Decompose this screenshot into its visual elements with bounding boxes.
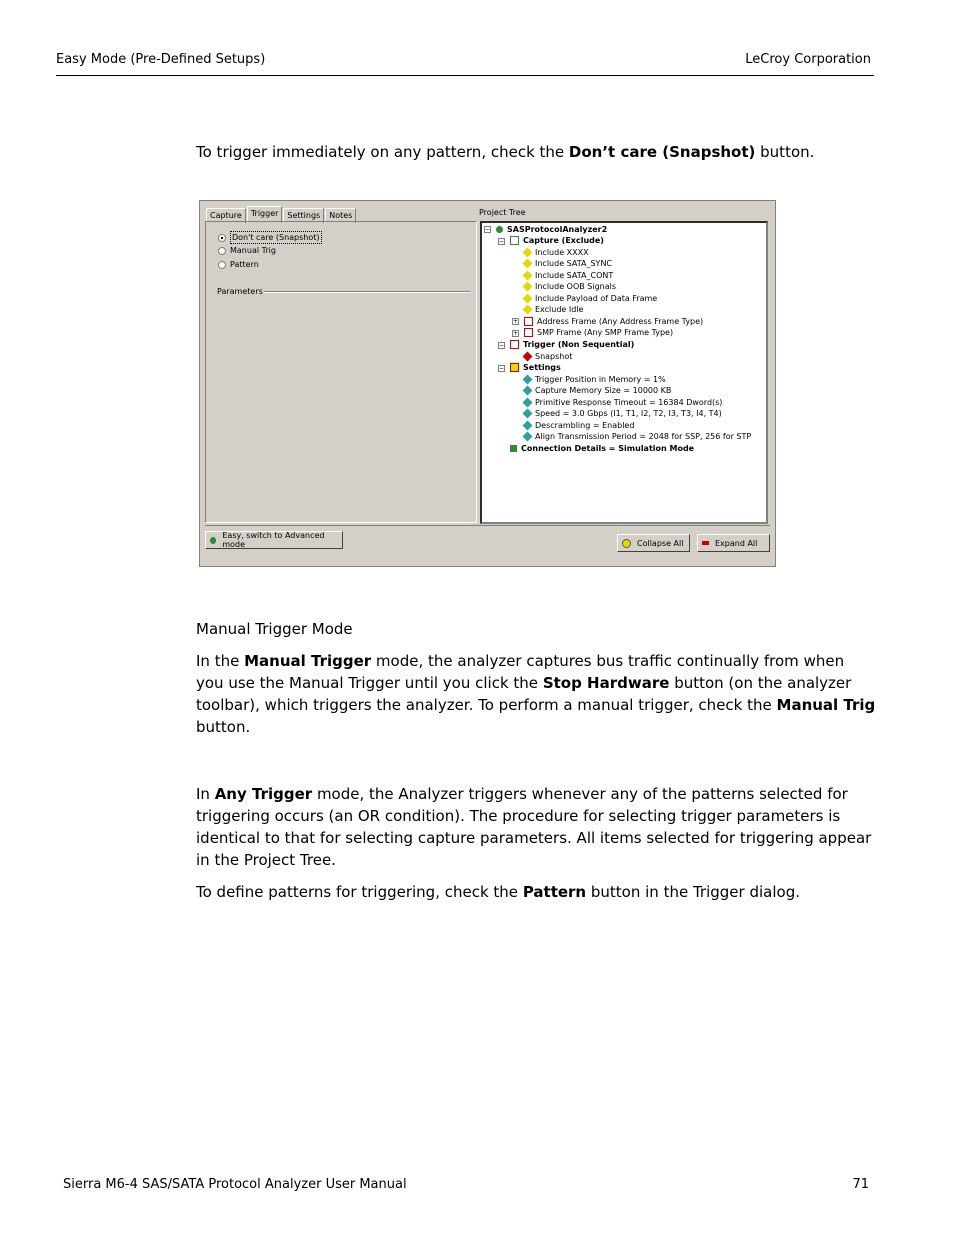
pattern-paragraph — [196, 881, 876, 903]
tab-notes[interactable]: Notes — [325, 208, 356, 223]
collapse-all-button[interactable] — [617, 534, 690, 552]
parameters-label: Parameters — [217, 287, 263, 296]
tree-node-label: Include OOB Signals — [535, 282, 617, 291]
header-left: Easy Mode (Pre-Defined Setups) — [56, 52, 266, 67]
radio-label: Don't care (Snapshot) — [232, 233, 320, 242]
tree-node-align-period[interactable] — [524, 431, 751, 442]
button-label: Collapse All — [637, 538, 684, 548]
tree-node-snapshot[interactable] — [524, 351, 572, 362]
diamond-icon — [523, 248, 533, 258]
collapse-icon[interactable]: − — [499, 342, 505, 349]
manual-heading: Manual Trigger Mode — [196, 620, 353, 638]
radio-manual-trig[interactable] — [218, 245, 276, 256]
tree-node-include-sata-cont[interactable] — [524, 270, 613, 281]
diamond-icon — [523, 375, 533, 385]
radio-label: Pattern — [230, 260, 259, 269]
bold-text: Manual Trigger — [244, 652, 372, 670]
intro-bold: Don’t care (Snapshot) — [568, 143, 756, 161]
footer-left: Sierra M6-4 SAS/SATA Protocol Analyzer User Manual — [63, 1177, 407, 1192]
bold-text: Pattern — [522, 883, 587, 901]
radio-pattern[interactable] — [218, 259, 259, 270]
tree-node-label: Connection Details = Simulation Mode — [521, 444, 695, 453]
tree-node-label: SASProtocolAnalyzer2 — [507, 225, 608, 234]
trigger-panel — [205, 221, 477, 523]
expand-icon[interactable]: + — [513, 330, 519, 337]
header-right: LeCroy Corporation — [745, 52, 871, 67]
tree-node-capture-memory[interactable] — [524, 385, 671, 396]
tree-node-label: Include Payload of Data Frame — [535, 294, 658, 303]
tree-node-trigger-position[interactable] — [524, 374, 666, 385]
expand-icon — [702, 541, 709, 545]
switch-mode-icon — [210, 537, 216, 544]
tree-node-descrambling[interactable] — [524, 420, 634, 431]
tree-node-label: Trigger (Non Sequential) — [523, 340, 635, 349]
intro-text: To trigger immediately on any pattern, check the — [196, 143, 569, 161]
diamond-icon — [523, 282, 533, 292]
expand-all-button[interactable] — [697, 534, 770, 552]
text: In — [196, 785, 215, 803]
easy-advanced-button[interactable] — [205, 531, 343, 549]
diamond-icon — [523, 305, 533, 315]
tree-node-label: Capture (Exclude) — [523, 236, 604, 245]
text: mode, the analyzer captures bus traffic continually from when you use the Manual Trigger until you click the — [196, 652, 845, 692]
diamond-icon — [523, 386, 533, 396]
tree-node-label: Snapshot — [535, 352, 573, 361]
radio-selected-icon — [218, 234, 226, 242]
tree-node-label: Settings — [523, 363, 561, 372]
tab-settings[interactable]: Settings — [283, 208, 324, 223]
frame-icon — [524, 317, 533, 326]
tree-node-label: Include SATA_SYNC — [535, 259, 613, 268]
text: In the — [196, 652, 245, 670]
tree-node-include-payload[interactable] — [524, 293, 657, 304]
page-number: 71 — [852, 1177, 869, 1192]
tree-node-label: SMP Frame (Any SMP Frame Type) — [537, 328, 674, 337]
diamond-icon — [523, 409, 533, 419]
tree-node-trigger[interactable] — [510, 339, 634, 350]
diamond-icon — [523, 352, 533, 362]
intro-text-end: button. — [755, 143, 815, 161]
collapse-icon[interactable]: − — [499, 365, 505, 372]
text: button (on the analyzer toolbar), which triggers the analyzer. To perform a manual trigger, check the — [196, 674, 852, 714]
tree-node-smp-frame[interactable] — [524, 327, 673, 338]
radio-dont-care[interactable] — [218, 232, 322, 243]
tree-node-label: Align Transmission Period = 2048 for SSP, 256 for STP — [535, 432, 752, 441]
connection-icon — [510, 445, 517, 452]
text: button. — [196, 718, 251, 736]
parameters-divider — [264, 291, 470, 293]
tree-node-include-oob[interactable] — [524, 281, 616, 292]
bold-text: Manual Trig — [776, 696, 876, 714]
tree-node-label: Include XXXX — [535, 248, 589, 257]
tree-node-settings[interactable] — [510, 362, 561, 373]
capture-icon — [510, 236, 519, 245]
radio-icon — [218, 247, 226, 255]
panel-divider — [205, 525, 770, 526]
expand-icon[interactable]: + — [513, 318, 519, 325]
any-trigger-paragraph — [196, 783, 876, 871]
bold-text: Any Trigger — [214, 785, 313, 803]
diamond-icon — [523, 398, 533, 408]
tree-node-speed[interactable] — [524, 408, 722, 419]
tree-node-label: Capture Memory Size = 10000 KB — [535, 386, 672, 395]
tree-node-label: Include SATA_CONT — [535, 271, 614, 280]
tree-node-connection[interactable] — [510, 443, 694, 454]
analyzer-icon — [496, 226, 503, 233]
diamond-icon — [523, 421, 533, 431]
tree-node-label: Address Frame (Any Address Frame Type) — [537, 317, 704, 326]
project-tree[interactable] — [480, 221, 768, 524]
tree-node-label: Exclude Idle — [535, 305, 584, 314]
tab-trigger[interactable]: Trigger — [247, 206, 283, 223]
tree-node-label: Speed = 3.0 Gbps (I1, T1, I2, T2, I3, T3, I4, T4) — [535, 409, 722, 418]
trigger-dialog-screenshot — [199, 200, 776, 567]
collapse-icon — [622, 539, 631, 548]
frame-icon — [524, 328, 533, 337]
tab-capture[interactable]: Capture — [206, 208, 246, 223]
tree-node-primitive-timeout[interactable] — [524, 397, 722, 408]
project-tree-label: Project Tree — [479, 208, 526, 217]
collapse-icon[interactable]: − — [499, 238, 505, 245]
text: button in the Trigger dialog. — [586, 883, 800, 901]
diamond-icon — [523, 294, 533, 304]
trigger-icon — [510, 340, 519, 349]
text: To define patterns for triggering, check the — [196, 883, 523, 901]
collapse-icon[interactable]: − — [485, 226, 491, 233]
diamond-icon — [523, 271, 533, 281]
tree-node-include-xxxx[interactable] — [524, 247, 589, 258]
tree-node-root[interactable] — [496, 224, 607, 235]
tree-node-exclude-idle[interactable] — [524, 304, 583, 315]
button-label: Easy, switch to Advanced mode — [222, 531, 325, 549]
tree-node-address-frame[interactable] — [524, 316, 703, 327]
tree-node-label: Trigger Position in Memory = 1% — [535, 375, 666, 384]
diamond-icon — [523, 259, 533, 269]
radio-label: Manual Trig — [230, 246, 276, 255]
header-rule — [56, 75, 874, 76]
manual-paragraph — [196, 650, 876, 738]
diamond-icon — [523, 432, 533, 442]
text: mode, the Analyzer triggers whenever any of the patterns selected for triggering occurs (an OR condition). The procedure for selecting trigger parameters is identical to that for selecting capture parameters. All items selected for triggering appear in the Project Tree. — [196, 785, 872, 869]
bold-text: Stop Hardware — [542, 674, 670, 692]
button-label: Expand All — [715, 538, 758, 548]
settings-icon — [510, 363, 519, 372]
tab-bar — [206, 208, 357, 222]
intro-paragraph — [196, 141, 876, 163]
tree-node-label: Descrambling = Enabled — [535, 421, 635, 430]
tree-node-capture[interactable] — [510, 235, 604, 246]
tree-node-label: Primitive Response Timeout = 16384 Dword(s) — [535, 398, 723, 407]
tree-node-include-sata-sync[interactable] — [524, 258, 612, 269]
radio-icon — [218, 261, 226, 269]
